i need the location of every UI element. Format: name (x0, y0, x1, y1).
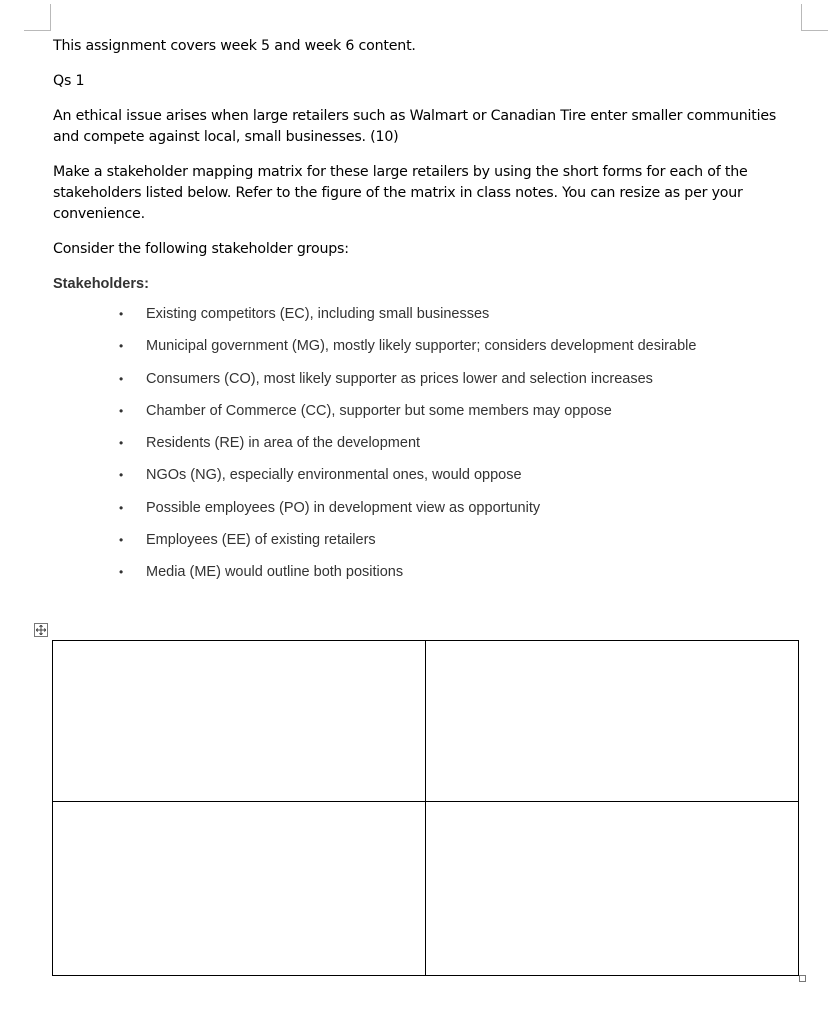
stakeholder-text: Employees (EE) of existing retailers (146, 532, 376, 549)
table-row (53, 641, 799, 802)
instructions-paragraph: Make a stakeholder mapping matrix for these large retailers by using the short forms for each of the stakeholders listed below. Refer to the figure of the matrix in class notes. You can resize as per your convenience. (53, 164, 748, 222)
stakeholder-text: Media (ME) would outline both positions (146, 564, 404, 581)
bullet-icon: • (119, 307, 124, 321)
stakeholder-text: Municipal government (MG), mostly likely supporter; considers development desirable (146, 338, 697, 355)
matrix-cell-top-left[interactable] (53, 641, 426, 802)
bullet-icon: • (119, 565, 124, 580)
list-item (53, 401, 803, 433)
stakeholder-text: Residents (RE) in area of the development (146, 435, 421, 452)
intro-paragraph: This assignment covers week 5 and week 6 content. (53, 38, 416, 54)
resize-handle-icon[interactable] (799, 975, 806, 982)
stakeholder-matrix-table[interactable] (52, 640, 799, 976)
page-corner-mark-top-right (801, 4, 828, 31)
bullet-icon: • (119, 436, 124, 451)
list-item (53, 562, 803, 594)
list-item (53, 465, 803, 497)
list-item (53, 498, 803, 530)
issue-paragraph: An ethical issue arises when large retailers such as Walmart or Canadian Tire enter smaller communities and compete against local, small businesses. (10) (53, 108, 777, 145)
bullet-icon: • (119, 500, 124, 515)
document-body[interactable] (53, 36, 803, 595)
list-item (53, 433, 803, 465)
table-row (53, 802, 799, 976)
list-item (53, 304, 803, 336)
list-item (53, 530, 803, 562)
list-item (53, 336, 803, 368)
bullet-icon: • (119, 403, 124, 418)
stakeholder-text: Chamber of Commerce (CC), supporter but some members may oppose (146, 402, 612, 419)
matrix-cell-bottom-left[interactable] (53, 802, 426, 976)
question-label: Qs 1 (53, 73, 85, 89)
stakeholder-list (53, 304, 803, 595)
stakeholder-text: Existing competitors (EC), including small businesses (146, 306, 490, 322)
matrix-cell-top-right[interactable] (426, 641, 799, 802)
matrix-cell-bottom-right[interactable] (426, 802, 799, 976)
move-icon[interactable] (34, 623, 48, 637)
bullet-icon: • (119, 468, 124, 483)
bullet-icon: • (119, 371, 124, 386)
consider-paragraph: Consider the following stakeholder groups: (53, 241, 349, 257)
list-item (53, 369, 803, 401)
page-corner-mark-top-left (24, 4, 51, 31)
bullet-icon: • (119, 533, 124, 548)
bullet-icon: • (119, 339, 124, 354)
stakeholder-text: Possible employees (PO) in development view as opportunity (146, 499, 541, 516)
stakeholder-text: NGOs (NG), especially environmental ones, would oppose (146, 467, 522, 484)
stakeholders-heading: Stakeholders: (53, 276, 149, 292)
stakeholder-text: Consumers (CO), most likely supporter as prices lower and selection increases (146, 370, 653, 387)
move-arrows-icon (36, 625, 46, 635)
